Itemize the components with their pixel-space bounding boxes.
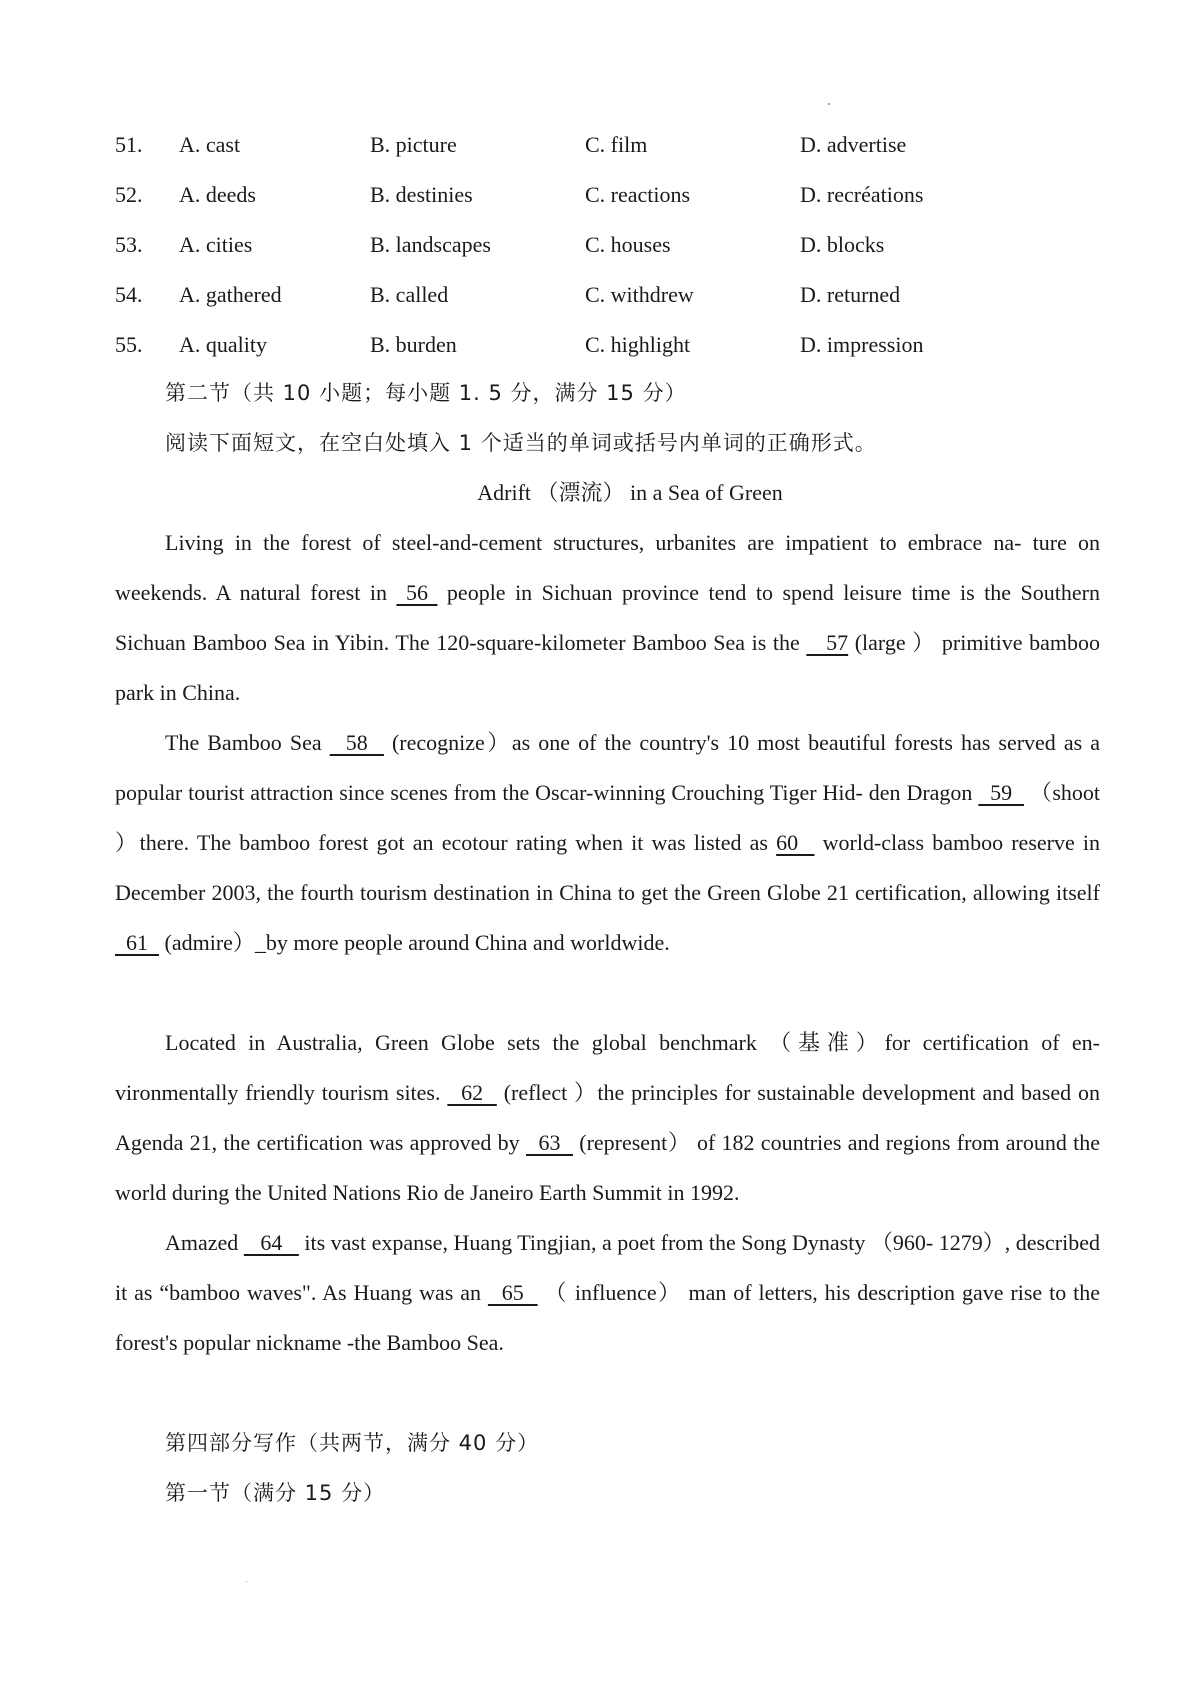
paragraph-text: （ influence） man of letters, his description gave rise to the forest's popular nickname -the Bamboo Sea. [115, 1280, 1100, 1355]
blank-64: 64 [243, 1230, 299, 1255]
option-a: A. cities [179, 232, 253, 257]
blank-56: 56 [396, 580, 438, 605]
question-number: 53. [115, 232, 143, 257]
option-b: B. picture [370, 132, 457, 157]
option-c: C. reactions [585, 182, 691, 207]
blank-65: 65 [487, 1280, 538, 1305]
option-d: D. recréations [800, 182, 924, 207]
option-c: C. houses [585, 232, 671, 257]
question-row-53 [115, 220, 1115, 270]
passage-paragraph-2 [115, 718, 1100, 968]
paragraph-text: The Bamboo Sea [165, 730, 330, 755]
blank-57: 57 [806, 630, 849, 655]
question-row-55 [115, 320, 1115, 370]
section-2-instruction: 阅读下面短文，在空白处填入 1 个适当的单词或括号内单词的正确形式。 [165, 431, 877, 455]
question-number: 55. [115, 332, 143, 357]
blank-59: 59 [978, 780, 1024, 805]
multiple-choice-list [115, 120, 1115, 370]
scan-speck [246, 1581, 247, 1582]
blank-61: 61 [115, 930, 159, 955]
option-c: C. withdrew [585, 282, 694, 307]
paragraph-text: its vast expanse, Huang Tingjian, a poet from the Song Dynasty （960- 1279）, described it as “bamboo waves". As Huang was an [115, 1230, 1100, 1305]
passage-paragraph-3 [115, 1018, 1100, 1218]
section-2-heading: 第二节（共 10 小题；每小题 1. 5 分，满分 15 分） [165, 381, 687, 405]
option-d: D. impression [800, 332, 924, 357]
option-a: A. deeds [179, 182, 256, 207]
option-a: A. gathered [179, 282, 282, 307]
question-number: 54. [115, 282, 143, 307]
question-row-54 [115, 270, 1115, 320]
blank-58: 58 [329, 730, 384, 755]
paragraph-text: Living in the forest of steel-and-cement structures, urbanites are impatient to embrace na- ture on weekends. A natural forest in [115, 530, 1100, 605]
passage-paragraph-4 [115, 1218, 1100, 1368]
part-4-heading: 第四部分写作（共两节，满分 40 分） [165, 1431, 540, 1455]
paragraph-text: (recognize）as one of the country's 10 most beautiful forests has served as a popular tourist attraction since scenes from the Oscar-winning Crouching Tiger Hid- den Dragon [115, 730, 1101, 805]
option-d: D. blocks [800, 232, 885, 257]
option-d: D. returned [800, 282, 901, 307]
paragraph-text: world-class bamboo reserve in December 2003, the fourth tourism destination in China to get the Green Globe 21 certification, allowing itself [115, 830, 1101, 905]
paragraph-text: Amazed [165, 1230, 244, 1255]
paragraph-text: (admire）_by more people around China and worldwide. [159, 930, 670, 955]
option-b: B. landscapes [370, 232, 491, 257]
option-a: A. cast [179, 132, 241, 157]
option-a: A. quality [179, 332, 267, 357]
passage-paragraph-1 [115, 518, 1100, 718]
question-number: 51. [115, 132, 143, 157]
question-row-52 [115, 170, 1115, 220]
paragraph-text: (large ） primitive bamboo park in China. [115, 630, 1100, 705]
option-c: C. highlight [585, 332, 691, 357]
option-b: B. destinies [370, 182, 473, 207]
paragraph-text: (reflect ）the principles for sustainable development and based on Agenda 21, the certification was approved by [115, 1080, 1100, 1155]
question-number: 52. [115, 182, 143, 207]
question-row-51 [115, 120, 1115, 170]
paragraph-text: Located in Australia, Green Globe sets the global benchmark （基准）for certification of en- vironmentally friendly tourism sites. [115, 1030, 1100, 1105]
option-b: B. burden [370, 332, 457, 357]
option-b: B. called [370, 282, 449, 307]
option-c: C. film [585, 132, 648, 157]
part-4-section-1-heading: 第一节（满分 15 分） [165, 1481, 386, 1505]
blank-62: 62 [447, 1080, 497, 1105]
paragraph-text: （shoot ）there. The bamboo forest got an ecotour rating when it was listed as [115, 780, 1100, 855]
blank-63: 63 [525, 1130, 573, 1155]
paragraph-text: people in Sichuan province tend to spend leisure time is the Southern Sichuan Bamboo Sea in Yibin. The 120-square-kilometer Bamboo Sea is the [115, 580, 1100, 655]
paragraph-text: (represent） of 182 countries and regions from around the world during the United Nations Rio de Janeiro Earth Summit in 1992. [115, 1130, 1100, 1205]
option-d: D. advertise [800, 132, 907, 157]
blank-60: 60 [776, 830, 815, 855]
passage-title: Adrift （漂流） in a Sea of Green [477, 480, 783, 505]
scan-speck [828, 103, 830, 105]
